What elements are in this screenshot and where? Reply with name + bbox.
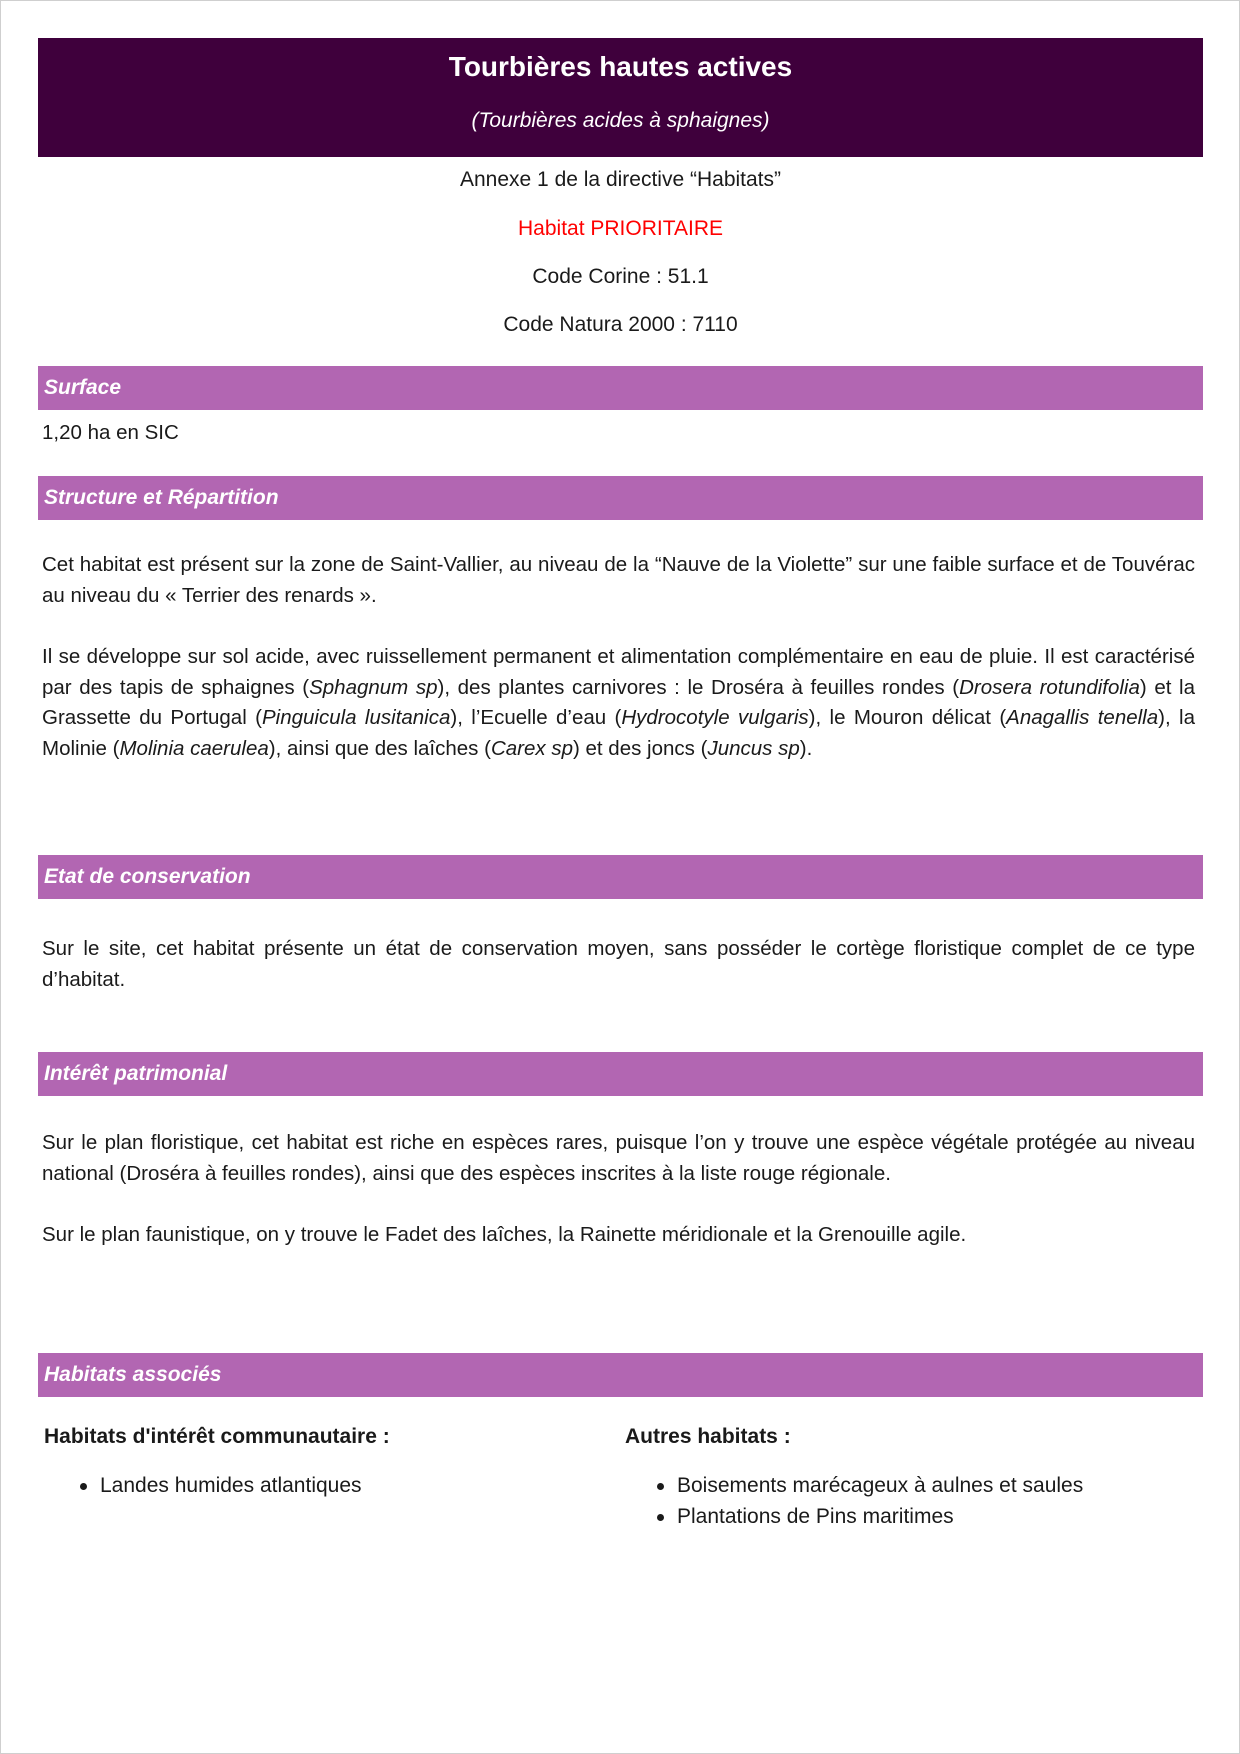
list-item: Boisements marécageux à aulnes et saules [619, 1470, 1083, 1501]
surface-value: 1,20 ha en SIC [42, 421, 179, 444]
conservation-paragraph: Sur le site, cet habitat présente un état de conservation moyen, sans posséder le cortège floristique complet de ce type d’habitat. [42, 937, 1195, 991]
heritage-paragraph-2: Sur le plan faunistique, on y trouve le Fadet des laîches, la Rainette méridionale et la Grenouille agile. [42, 1223, 967, 1246]
natura-code: Code Natura 2000 : 7110 [503, 313, 738, 336]
annex-line: Annexe 1 de la directive “Habitats” [460, 168, 781, 191]
priority-line: Habitat PRIORITAIRE [518, 217, 723, 240]
title-band [38, 38, 1203, 157]
bullet-icon [80, 1483, 87, 1490]
species-carex: Carex sp [490, 736, 573, 760]
other-habitats-heading: Autres habitats : [625, 1425, 791, 1448]
community-habitats-heading: Habitats d'intérêt communautaire : [44, 1425, 390, 1448]
list-item: Plantations de Pins maritimes [619, 1501, 1083, 1532]
section-structure-heading: Structure et Répartition [38, 476, 1203, 520]
species-molinia: Molinia caerulea [119, 736, 269, 760]
bullet-icon [657, 1514, 664, 1521]
section-surface-heading: Surface [38, 366, 1203, 410]
corine-code: Code Corine : 51.1 [532, 265, 709, 288]
section-conservation-heading: Etat de conservation [38, 855, 1203, 899]
bullet-icon [657, 1483, 664, 1490]
heritage-paragraph-1: Sur le plan floristique, cet habitat est riche en espèces rares, puisque l’on y trouve une espèce végétale protégée au niveau national (Droséra à feuilles rondes), ainsi que des espèces inscrites à la liste rouge régionale. [42, 1131, 1195, 1185]
species-drosera: Drosera rotundifolia [959, 675, 1140, 699]
species-juncus: Juncus sp [707, 736, 800, 760]
other-habitats-list [619, 1470, 1083, 1532]
page-title: Tourbières hautes actives [448, 51, 793, 82]
section-heritage-heading: Intérêt patrimonial [38, 1052, 1203, 1096]
community-habitats-list [42, 1470, 362, 1501]
structure-paragraph-2: Il se développe sur sol acide, avec ruissellement permanent et alimentation complémentaire en eau de pluie. Il est caractérisé par des tapis de sphaignes (Sphagnum sp), des plantes carnivores : le Droséra à feuilles rondes (Drosera rotundifolia) et la Grassette du Portugal (Pinguicula lusitanica), l’Ecuelle d’eau (Hydrocotyle vulgaris), le Mouron délicat (Anagallis tenella), la Molinie (Molinia caerulea), ainsi que des laîches (Carex sp) et des joncs (Juncus sp). [42, 645, 1195, 760]
structure-paragraph-1: Cet habitat est présent sur la zone de Saint-Vallier, au niveau de la “Nauve de la Violette” sur une faible surface et de Touvérac au niveau du « Terrier des renards ». [42, 553, 1195, 607]
species-sphagnum: Sphagnum sp [309, 675, 438, 699]
species-pinguicula: Pinguicula lusitanica [261, 706, 451, 729]
species-anagallis: Anagallis tenella [1006, 706, 1159, 729]
section-associated-heading: Habitats associés [38, 1353, 1203, 1397]
list-item: Landes humides atlantiques [42, 1470, 362, 1501]
page-subtitle: (Tourbières acides à sphaignes) [471, 109, 770, 132]
species-hydrocotyle: Hydrocotyle vulgaris [621, 706, 809, 729]
